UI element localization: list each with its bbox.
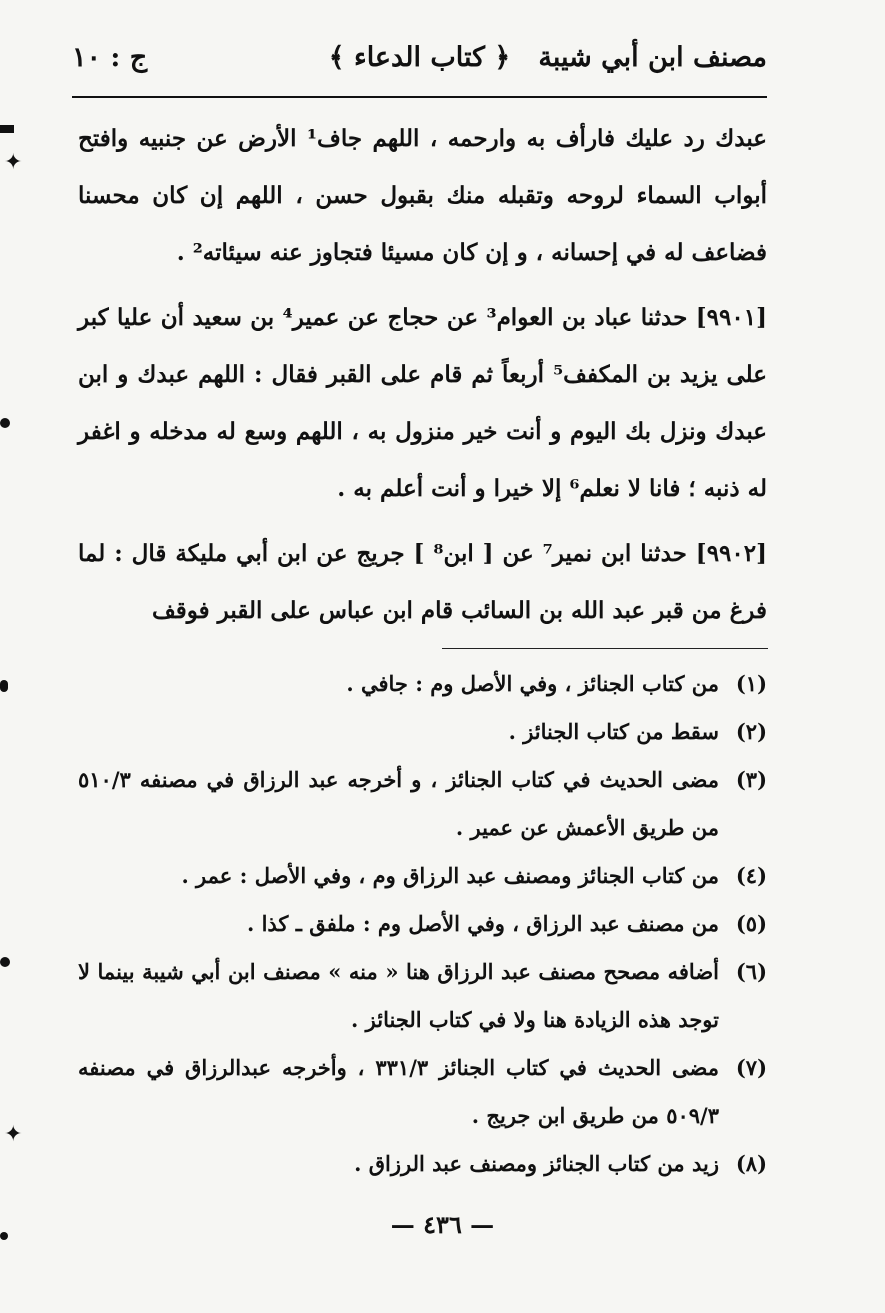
volume-number: ج : ١٠ (72, 42, 148, 73)
footnote-rule (442, 648, 768, 649)
footnote-text: مضى الحديث في كتاب الجنائز ٣٣١/٣ ، وأخرجه عبدالرزاق في مصنفه ٥٠٩/٣ من طريق ابن جريج . (78, 1055, 719, 1128)
footnote-number: (١) (735, 671, 767, 696)
footnote-number: (٦) (735, 959, 767, 984)
footnote-text: مضى الحديث في كتاب الجنائز ، و أخرجه عبد الرزاق في مصنفه ٥١٠/٣ من طريق الأعمش عن عمير . (78, 767, 719, 840)
footnote-number: (٥) (735, 911, 767, 936)
main-text (78, 110, 767, 647)
footnote-text: من مصنف عبد الرزاق ، وفي الأصل وم : ملفق ـ كذا . (246, 911, 719, 936)
footnote (78, 900, 767, 948)
header-rule (72, 96, 767, 98)
paragraph: عبدك رد عليك فارأف به وارحمه ، اللهم جاف¹ الأرض عن جنبيه وافتح أبواب السماء لروحه وتقبله منك بقبول حسن ، اللهم إن كان محسنا فضاعف له في إحسانه ، و إن كان مسيئا فتجاوز عنه سيئاته² . (78, 125, 767, 266)
star-ornament-icon: ✦ (4, 150, 23, 175)
footnote (78, 1140, 767, 1188)
star-ornament-icon: ✦ (4, 1122, 23, 1147)
footnote-text: من كتاب الجنائز ومصنف عبد الرزاق وم ، وفي الأصل : عمر . (181, 863, 719, 888)
footnote-text: أضافه مصحح مصنف عبد الرزاق هنا « منه » مصنف ابن أبي شيبة بينما لا توجد هذه الزيادة هنا ولا في كتاب الجنائز . (78, 959, 719, 1032)
footnote (78, 852, 767, 900)
hadith-paragraph: [٩٩٠٢] حدثنا ابن نمير⁷ عن [ ابن⁸ ] جريج عن ابن أبي مليكة قال : لما فرغ من قبر عبد الله بن السائب قام ابن عباس على القبر فوقف (78, 540, 767, 624)
page-number: — ٤٣٦ — (390, 1210, 495, 1239)
footnotes (78, 660, 767, 1188)
footnote-text: من كتاب الجنائز ، وفي الأصل وم : جافي . (346, 671, 719, 696)
scan-mark (0, 125, 14, 133)
footnote-text: زيد من كتاب الجنائز ومصنف عبد الرزاق . (354, 1151, 719, 1176)
footnote (78, 660, 767, 708)
footnote-number: (٧) (735, 1055, 767, 1080)
footnote-text: سقط من كتاب الجنائز . (508, 719, 719, 744)
scan-mark (0, 418, 10, 428)
footnote (78, 948, 767, 1044)
footnote-number: (٨) (735, 1151, 767, 1176)
book-title: مصنف ابن أبي شيبة (538, 42, 767, 73)
hadith-paragraph: [٩٩٠١] حدثنا عباد بن العوام³ عن حجاج عن عمير⁴ بن سعيد أن عليا كبر على يزيد بن المكفف⁵ أربعاً ثم قام على القبر فقال : اللهم عبدك و ابن عبدك ونزل بك اليوم و أنت خير منزول به ، اللهم وسع له مدخله و اغفر له ذنبه ؛ فانا لا نعلم⁶ إلا خيرا و أنت أعلم به . (78, 304, 768, 502)
scan-mark (0, 1232, 8, 1240)
scan-mark (0, 680, 8, 692)
footnote-number: (٣) (735, 767, 767, 792)
scan-mark (0, 957, 10, 967)
footnote-number: (٢) (735, 719, 767, 744)
footnote (78, 1044, 767, 1140)
footnote (78, 708, 767, 756)
footnote (78, 756, 767, 852)
chapter-title: ﴿ كتاب الدعاء ﴾ (328, 42, 511, 73)
running-header (72, 36, 767, 94)
footnote-number: (٤) (735, 863, 767, 888)
